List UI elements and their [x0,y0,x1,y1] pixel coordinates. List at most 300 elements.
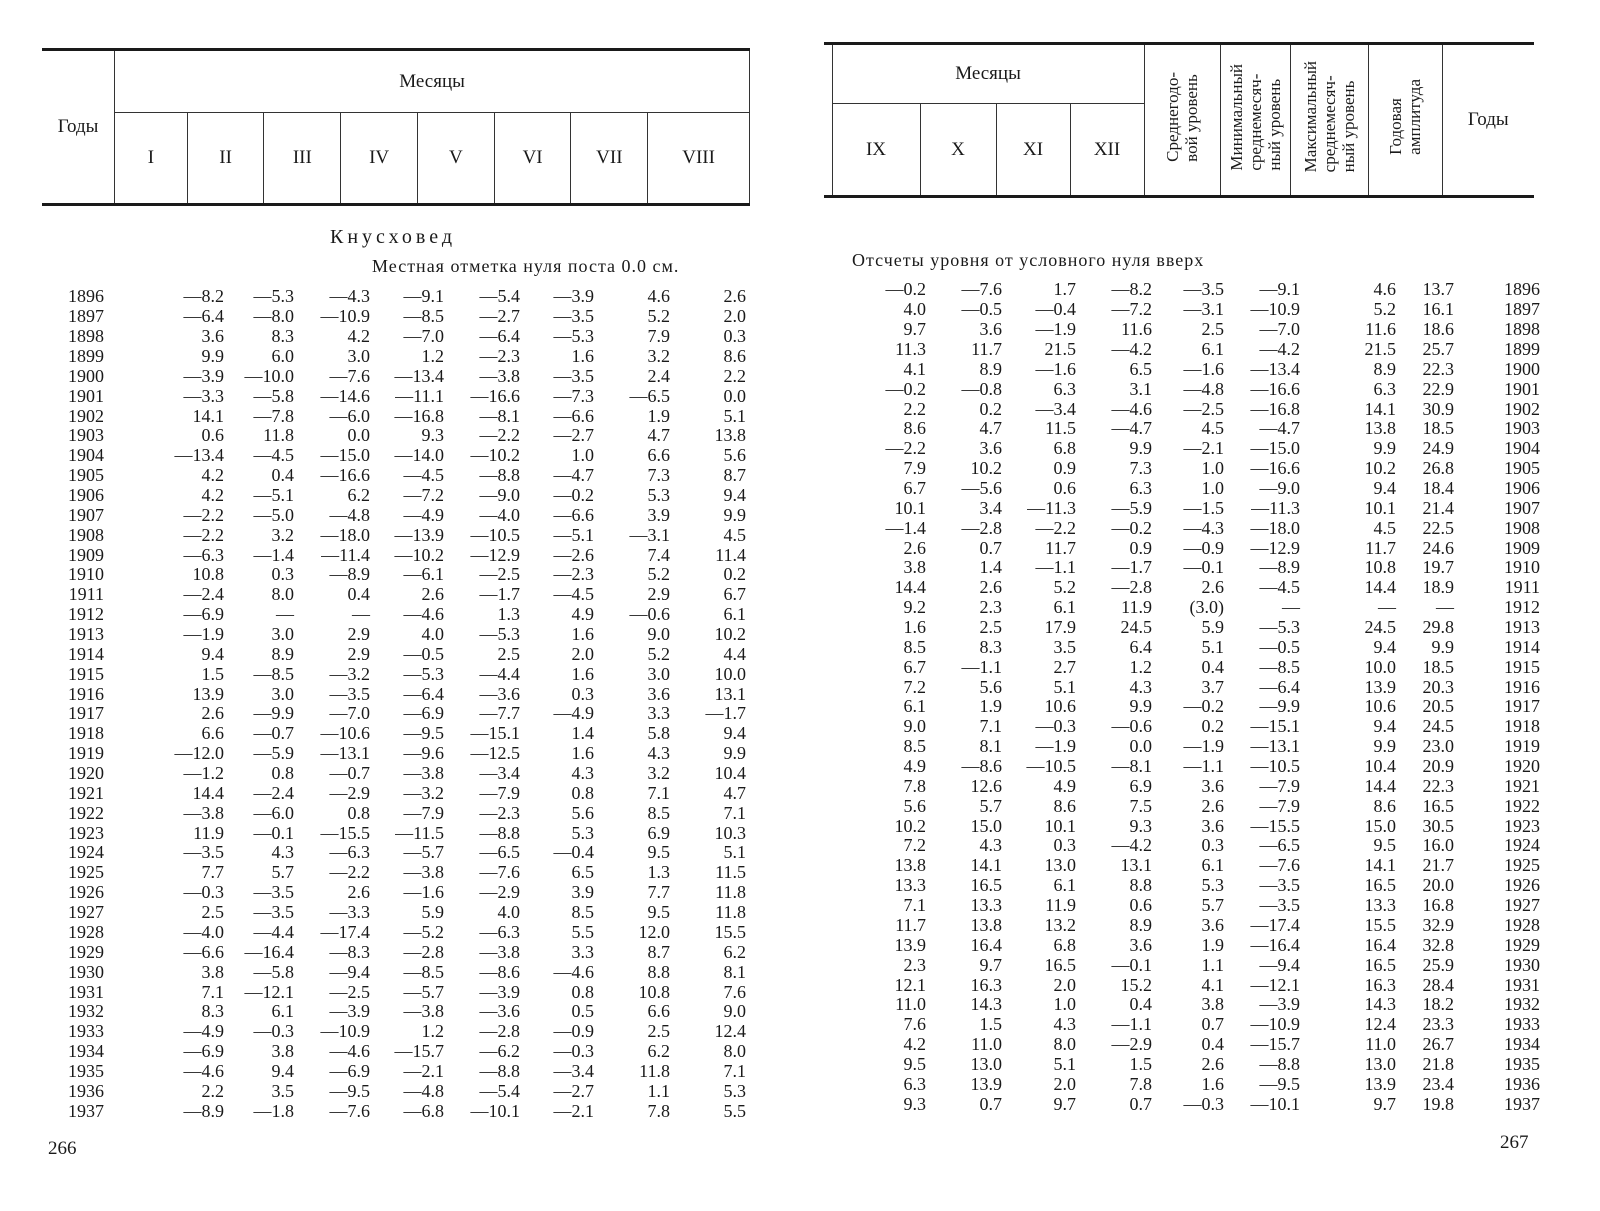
table-row [58,406,746,426]
table-cell: 11.9 [193,822,224,843]
table-cell: —4.2 [1111,835,1152,856]
table-cell: 6.1 [723,604,746,625]
table-cell: 3.6 [979,438,1002,459]
table-cell: —4.6 [1111,398,1152,419]
table-cell: —2.3 [479,802,520,823]
table-cell: 7.7 [647,882,670,903]
table-cell: 1903 [68,425,104,446]
table-cell: 6.3 [1053,378,1076,399]
table-cell: —8.8 [1259,1053,1300,1074]
table-cell: —1.9 [1035,319,1076,340]
table-cell: 9.7 [1373,1093,1396,1114]
table-cell: 11.6 [1365,319,1396,340]
table-row [58,565,746,585]
table-cell: 8.3 [271,326,294,347]
table-cell: —1.4 [253,544,294,565]
table-cell: 1907 [68,504,104,525]
table-cell: 13.8 [970,914,1002,935]
table-cell: 10.6 [1364,696,1396,717]
table-cell: 8.8 [1129,875,1152,896]
table-cell: 1.1 [1201,954,1224,975]
table-cell: 7.1 [723,1060,746,1081]
table-cell: —15.0 [1250,438,1300,459]
table-row [58,366,746,386]
table-cell: 1900 [68,365,104,386]
table-cell: 1937 [68,1100,104,1121]
table-cell: 1905 [1504,458,1540,479]
table-cell: —17.4 [1250,914,1300,935]
table-cell: 6.7 [723,584,746,605]
table-cell: 1920 [1504,756,1540,777]
table-cell: 5.7 [271,862,294,883]
table-cell: —4.7 [553,465,594,486]
table-cell: 0.2 [1201,716,1224,737]
table-cell: —7.9 [1259,795,1300,816]
table-cell: 1898 [68,326,104,347]
table-cell: 17.9 [1044,617,1076,638]
table-cell: 3.8 [271,1041,294,1062]
table-cell: 16.5 [970,875,1002,896]
table-cell: 6.3 [1373,378,1396,399]
table-row [870,776,1540,796]
table-cell: —7.6 [329,365,370,386]
table-cell: 16.5 [1364,954,1396,975]
table-cell: 20.3 [1422,676,1454,697]
table-cell: 10.0 [714,663,746,684]
readings-note: Отсчеты уровня от условного нуля вверх [852,250,1205,270]
table-cell: 9.0 [647,624,670,645]
table-cell: —4.0 [183,921,224,942]
table-row [58,327,746,347]
table-row [870,618,1540,638]
table-cell: 2.6 [1201,577,1224,598]
table-cell: 3.5 [1053,636,1076,657]
table-cell: —12.9 [470,544,520,565]
table-cell: 1.2 [421,1021,444,1042]
table-cell: —0.6 [629,604,670,625]
table-cell: 14.1 [1364,855,1396,876]
table-cell: —11.1 [395,385,444,406]
table-cell: —0.7 [329,763,370,784]
table-cell: 11.5 [1045,418,1076,439]
table-cell: 7.1 [903,895,926,916]
table-cell: 1914 [68,643,104,664]
table-cell: —0.5 [961,299,1002,320]
table-cell: 0.4 [347,584,370,605]
table-cell: —10.2 [470,445,520,466]
table-cell: 4.9 [1053,775,1076,796]
table-cell: 9.9 [1129,696,1152,717]
table-cell: —3.6 [479,683,520,704]
table-row [870,538,1540,558]
month-header: VI [494,113,571,205]
table-cell: —2.2 [183,524,224,545]
table-cell: 6.1 [903,696,926,717]
table-cell: 1915 [1504,656,1540,677]
table-cell: 1931 [68,981,104,1002]
table-cell: 3.6 [1201,775,1224,796]
table-cell: 10.2 [894,815,926,836]
table-cell: —4.8 [403,1080,444,1101]
table-cell: 1.2 [421,346,444,366]
table-cell: 1917 [68,703,104,724]
table-cell: —15.1 [1250,716,1300,737]
table-cell: —2.8 [1111,577,1152,598]
table-cell: 1937 [1504,1093,1540,1114]
table-cell: 6.3 [1129,478,1152,499]
table-row [58,1081,746,1101]
table-row [58,545,746,565]
left-table-header [42,48,750,206]
table-cell: 5.3 [1201,875,1224,896]
table-cell: 1929 [68,941,104,962]
table-cell: 9.2 [903,597,926,618]
table-cell: —8.9 [1259,557,1300,578]
table-cell: —4.6 [403,604,444,625]
table-cell: —9.9 [253,703,294,724]
table-cell: —8.6 [479,961,520,982]
table-row [58,446,746,466]
table-cell: 1926 [68,882,104,903]
table-cell: 13.1 [1120,855,1152,876]
table-cell: —3.5 [253,882,294,903]
table-row [58,505,746,525]
table-cell: 6.9 [1129,775,1152,796]
table-cell: —9.0 [1259,478,1300,499]
table-cell: 14.1 [192,405,224,426]
table-cell: —6.3 [183,544,224,565]
table-row [58,664,746,684]
table-cell: —15.5 [1250,815,1300,836]
table-row [870,439,1540,459]
right-table-header [824,42,1534,198]
table-cell: —15.7 [1250,1034,1300,1055]
table-cell: 1925 [68,862,104,883]
table-cell: 6.8 [1053,934,1076,955]
table-cell: 13.1 [714,683,746,704]
table-cell: 1933 [68,1021,104,1042]
table-cell: 1.6 [1201,1073,1224,1094]
table-cell: —16.6 [320,465,370,486]
table-row [58,803,746,823]
table-cell: 25.9 [1422,954,1454,975]
table-cell: —8.8 [479,465,520,486]
table-cell: —6.9 [403,703,444,724]
table-cell: —3.4 [553,1060,594,1081]
table-cell: —3.8 [479,941,520,962]
table-cell: —3.2 [329,663,370,684]
table-cell: 23.4 [1422,1073,1454,1094]
table-cell: 11.9 [1121,597,1152,618]
table-cell: —5.0 [253,504,294,525]
table-cell: 16.3 [1364,974,1396,995]
table-cell: 18.6 [1422,319,1454,340]
table-cell: 1911 [68,584,104,605]
table-cell: —4.5 [1259,577,1300,598]
table-cell: 1923 [68,822,104,843]
months-header: Месяцы [115,50,750,113]
table-cell: 11.7 [1365,537,1396,558]
table-cell: 0.3 [571,683,594,704]
amplitude-label: Годовая амплитуда [1386,79,1425,155]
table-cell: 16.4 [1364,934,1396,955]
table-cell: 14.4 [894,577,926,598]
table-cell: 4.3 [1129,676,1152,697]
table-cell: 6.5 [571,862,594,883]
table-cell: 13.9 [970,1073,1002,1094]
table-cell: 2.5 [979,617,1002,638]
table-cell: 1927 [68,902,104,923]
table-row [58,525,746,545]
table-row [58,942,746,962]
table-cell: 13.8 [1364,418,1396,439]
table-cell: 9.9 [1129,438,1152,459]
table-cell: 15.2 [1120,974,1152,995]
table-cell: —0.4 [1035,299,1076,320]
table-cell: (3.0) [1189,597,1224,618]
table-cell: 2.6 [1201,795,1224,816]
table-cell: —12.0 [174,743,224,764]
table-cell: 1914 [1504,636,1540,657]
table-cell: 0.7 [1129,1093,1152,1114]
table-row [58,426,746,446]
right-data-table [870,280,1540,1114]
month-header: XII [1070,104,1144,197]
table-row [870,320,1540,340]
table-cell: —4.9 [183,1021,224,1042]
table-cell: 1898 [1504,319,1540,340]
table-cell: 4.7 [723,782,746,803]
table-row [58,923,746,943]
table-cell: 2.9 [347,624,370,645]
table-row [58,744,746,764]
table-cell: —16.4 [1250,934,1300,955]
table-cell: 1910 [68,564,104,585]
table-row [870,479,1540,499]
table-cell: —0.2 [1111,517,1152,538]
table-cell: —1.1 [1035,557,1076,578]
table-cell: —6.5 [1259,835,1300,856]
table-cell: 1926 [1504,875,1540,896]
table-cell: —8.2 [1111,279,1152,300]
table-cell: 14.4 [192,782,224,803]
table-row [58,386,746,406]
table-cell: 4.7 [647,425,670,446]
table-cell: —5.3 [253,286,294,307]
table-cell: 23.0 [1422,736,1454,757]
table-cell: 5.1 [723,405,746,426]
table-cell: 7.2 [903,676,926,697]
table-cell: 9.9 [723,504,746,525]
table-cell: —1.9 [183,624,224,645]
table-cell: —16.6 [470,385,520,406]
table-cell: 7.8 [647,1100,670,1121]
table-row [58,644,746,664]
table-cell: 3.3 [571,941,594,962]
table-row [58,1002,746,1022]
table-cell: —0.8 [961,378,1002,399]
table-cell: 11.0 [1365,1034,1396,1055]
table-cell: 11.3 [895,339,926,359]
table-cell: 6.9 [647,822,670,843]
table-cell: 0.4 [1201,656,1224,677]
table-cell: 8.5 [903,636,926,657]
table-cell: —7.3 [553,385,594,406]
table-cell: 3.6 [1129,934,1152,955]
table-cell: — [276,604,294,625]
table-cell: —4.0 [479,504,520,525]
table-cell: 9.9 [723,743,746,764]
table-cell: —4.3 [329,286,370,307]
table-cell: 7.2 [903,835,926,856]
table-row [58,1062,746,1082]
table-cell: 8.0 [271,584,294,605]
table-cell: 4.7 [979,418,1002,439]
table-cell: —13.4 [394,365,444,386]
table-cell: 1925 [1504,855,1540,876]
table-cell: 4.2 [347,326,370,347]
table-cell: —5.7 [403,981,444,1002]
table-cell: 3.5 [271,1080,294,1101]
table-cell: 0.8 [271,763,294,784]
table-cell: 2.0 [723,306,746,327]
table-row [58,684,746,704]
table-cell: 9.3 [421,425,444,446]
table-cell: —5.3 [479,624,520,645]
table-cell: —3.9 [1259,994,1300,1015]
table-cell: —7.9 [403,802,444,823]
table-cell: —15.1 [470,723,520,744]
table-row [58,1042,746,1062]
table-row [870,737,1540,757]
table-cell: —9.5 [329,1080,370,1101]
table-cell: 8.1 [979,736,1002,757]
table-cell: —9.1 [1259,279,1300,300]
table-cell: 9.9 [1431,636,1454,657]
table-cell: 1922 [1504,795,1540,816]
mean-annual-header [1144,44,1220,197]
table-cell: —9.0 [479,485,520,506]
table-cell: 7.7 [201,862,224,883]
table-cell: 26.8 [1422,458,1454,479]
table-cell: 3.3 [647,703,670,724]
table-cell: —0.2 [553,485,594,506]
table-cell: 1.9 [979,696,1002,717]
table-cell: 3.7 [1201,676,1224,697]
table-cell: 1908 [68,524,104,545]
table-cell: 0.7 [979,537,1002,558]
table-cell: 1922 [68,802,104,823]
table-cell: 2.6 [347,882,370,903]
table-cell: 10.2 [714,624,746,645]
table-cell: 1916 [68,683,104,704]
table-cell: 9.3 [903,1093,926,1114]
table-cell: —4.8 [329,504,370,525]
table-cell: 5.2 [647,306,670,327]
table-cell: 22.3 [1422,775,1454,796]
table-cell: 0.9 [1053,458,1076,479]
table-cell: 8.5 [647,802,670,823]
table-cell: 2.0 [1053,1073,1076,1094]
table-cell: 2.3 [979,597,1002,618]
table-row [870,856,1540,876]
table-cell: —3.8 [403,763,444,784]
table-cell: —2.1 [1183,438,1224,459]
table-cell: —3.5 [553,306,594,327]
table-cell: —6.6 [553,405,594,426]
table-cell: 2.6 [903,537,926,558]
table-cell: 6.7 [903,656,926,677]
table-cell: —6.2 [479,1041,520,1062]
table-cell: —7.9 [1259,775,1300,796]
table-cell: 5.5 [723,1100,746,1121]
table-cell: —16.6 [1250,378,1300,399]
table-row [58,605,746,625]
table-cell: —2.4 [253,782,294,803]
table-cell: 14.1 [970,855,1002,876]
table-cell: 9.9 [201,346,224,366]
table-cell: 9.4 [723,485,746,506]
table-cell: 11.8 [715,882,746,903]
table-cell: 6.6 [647,445,670,466]
table-cell: —6.9 [183,1041,224,1062]
table-cell: —7.8 [253,405,294,426]
table-cell: 24.9 [1422,438,1454,459]
mean-annual-label: Среднегодо- вой уровень [1163,72,1202,162]
table-cell: 1930 [1504,954,1540,975]
table-cell: 3.8 [201,961,224,982]
table-cell: 14.1 [1364,398,1396,419]
table-cell: —10.9 [1250,299,1300,320]
table-cell: 14.4 [1364,577,1396,598]
table-cell: 3.0 [271,683,294,704]
table-cell: —0.9 [1183,537,1224,558]
table-cell: 4.9 [571,604,594,625]
table-cell: 20.9 [1422,756,1454,777]
table-cell: 7.8 [903,775,926,796]
table-cell: 8.0 [1053,1034,1076,1055]
table-cell: 5.2 [647,564,670,585]
table-row [870,598,1540,618]
table-cell: 11.0 [971,1034,1002,1055]
table-row [870,578,1540,598]
table-cell: 21.5 [1364,339,1396,359]
table-row [58,903,746,923]
table-cell: —0.6 [1111,716,1152,737]
table-cell: 0.0 [347,425,370,446]
table-cell: 0.8 [347,802,370,823]
table-cell: 4.1 [1201,974,1224,995]
month-header: V [417,113,494,205]
table-cell: —10.9 [1250,1014,1300,1035]
table-cell: 1917 [1504,696,1540,717]
table-cell: —6.9 [329,1060,370,1081]
table-cell: —4.3 [1183,517,1224,538]
table-cell: —6.8 [403,1100,444,1121]
table-cell: —0.3 [1035,716,1076,737]
table-cell: 10.1 [1044,815,1076,836]
table-cell: —2.1 [403,1060,444,1081]
table-row [870,359,1540,379]
table-row [58,625,746,645]
table-cell: 2.5 [201,902,224,923]
table-cell: —1.8 [253,1100,294,1121]
table-cell: 8.9 [271,643,294,664]
table-cell: 16.4 [970,934,1002,955]
month-header: II [187,113,264,205]
table-cell: 1936 [1504,1073,1540,1094]
table-cell: —2.2 [183,504,224,525]
